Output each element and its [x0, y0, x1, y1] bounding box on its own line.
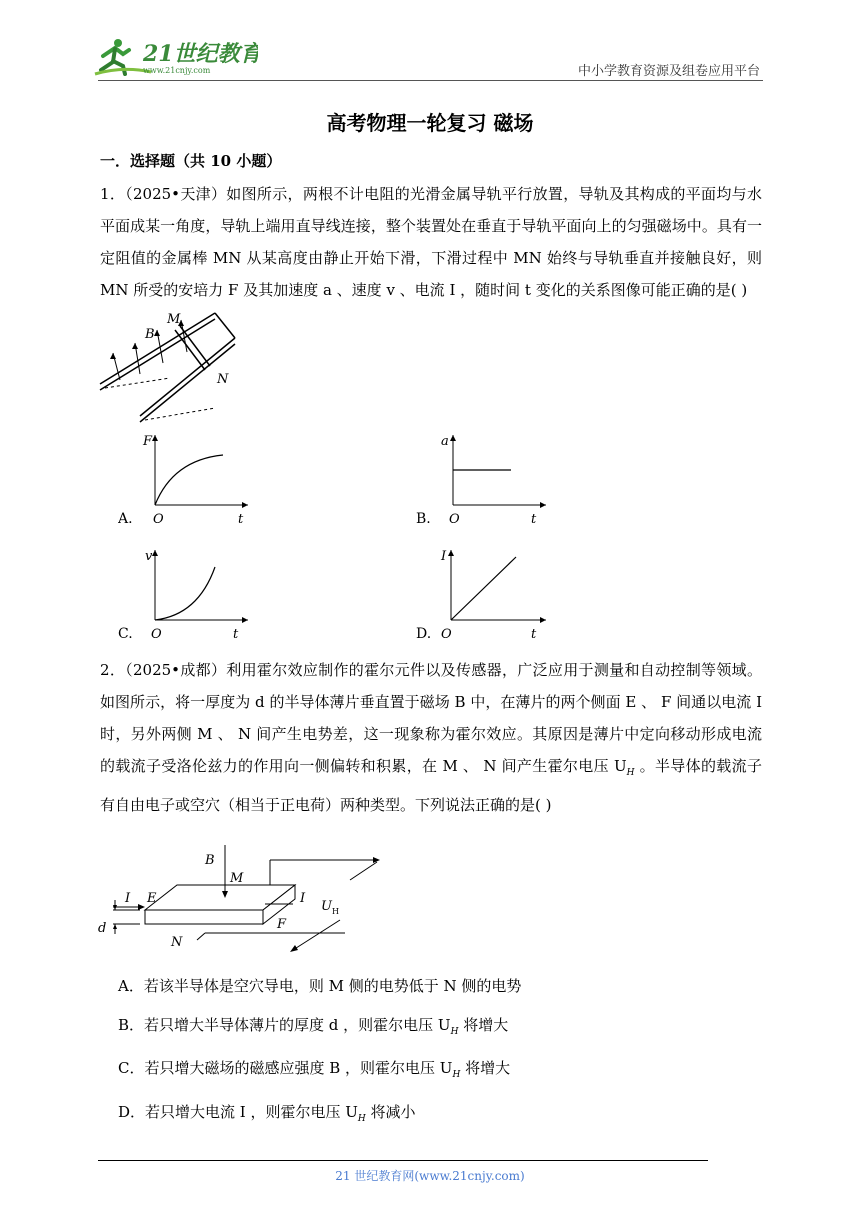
- label-E: E: [147, 891, 157, 906]
- option-label: B.: [416, 511, 431, 527]
- choice-B[interactable]: B．若只增大半导体薄片的厚度 d ，则霍尔电压 $U_H$ 将增大: [118, 1016, 509, 1037]
- logo-url: www.21cnjy.com: [143, 66, 211, 75]
- axis-y-label: v: [145, 549, 153, 564]
- label-UH-sub: H: [332, 907, 339, 916]
- logo-text: 21世纪教育: [143, 41, 258, 67]
- axis-x-label: t: [531, 512, 537, 527]
- axis-y-label: a: [441, 434, 449, 449]
- axis-x-label: t: [233, 627, 239, 642]
- curve-F-t: [155, 455, 223, 505]
- origin-label: O: [449, 512, 460, 527]
- origin-label: O: [151, 627, 162, 642]
- label-I-right: I: [300, 891, 306, 906]
- footer-divider: [98, 1160, 708, 1161]
- origin-label: O: [441, 627, 452, 642]
- question-1-text: 1．（2025•天津）如图所示，两根不计电阻的光滑金属导轨平行放置，导轨及其构成的平面均与水平面成某一角度，导轨上端用直导线连接，整个装置处在垂直于导轨平面向上的匀强磁场中。具有一定阻值的金属棒 MN 从某高度由静止开始下滑，下滑过程中 MN 始终与导轨垂直并接触良好，则 MN 所受的安培力 F 及其加速度 a 、速度 v 、电流 I ，随时间 t 变化的关系图像可能正确的是( ): [100, 185, 762, 299]
- label-d: d: [98, 921, 107, 936]
- label-B: B: [205, 853, 215, 868]
- question-2-text: 2．（2025•成都）利用霍尔效应制作的霍尔元件以及传感器，广泛应用于测量和自动控制等领域。如图所示，将一厚度为 d 的半导体薄片垂直置于磁场 B 中，在薄片的两个侧面 E 、 F 间通以电流 I 时，另外两侧 M 、 N 间产生电势差，这一现象称为霍尔效应。其原因是薄片中定向移动形成电流的载流子受洛伦兹力的作用向一侧偏转和积累，在 M 、 N 间产生霍尔电压 $U_H$ 。半导体的载流子有自由电子或空穴（相当于正电荷）两种类型。下列说法正确的是( ): [100, 661, 762, 814]
- q2-hall-figure: [95, 840, 395, 960]
- header-divider: [98, 80, 763, 81]
- curve-I-t: [451, 557, 516, 620]
- platform-text: 中小学教育资源及组卷应用平台: [577, 64, 760, 79]
- label-UH: U: [321, 899, 332, 914]
- page-title: 高考物理一轮复习 磁场: [326, 111, 534, 135]
- label-I-left: I: [125, 891, 131, 906]
- label-N: N: [217, 372, 229, 387]
- option-label: C.: [118, 626, 133, 642]
- option-label: D.: [416, 626, 432, 642]
- axis-y-label: I: [441, 549, 447, 564]
- choice-A[interactable]: A．若该半导体是空穴导电，则 M 侧的电势低于 N 侧的电势: [118, 977, 522, 995]
- label-N: N: [171, 935, 183, 950]
- label-B: B: [145, 327, 155, 342]
- label-F: F: [277, 917, 287, 932]
- axis-x-label: t: [531, 627, 537, 642]
- origin-label: O: [153, 512, 164, 527]
- footer-link[interactable]: 21 世纪教育网(www.21cnjy.com): [335, 1169, 525, 1183]
- q1-rail-figure: [95, 308, 245, 426]
- label-M: M: [167, 312, 181, 327]
- choice-C[interactable]: C．若只增大磁场的磁感应强度 B ，则霍尔电压 $U_H$ 将增大: [118, 1059, 511, 1080]
- axis-y-label: F: [143, 434, 153, 449]
- axis-x-label: t: [238, 512, 244, 527]
- label-M: M: [230, 871, 244, 886]
- curve-v-t: [155, 567, 215, 620]
- section-heading: 一．选择题（共 10 小题）: [100, 152, 282, 170]
- choice-D[interactable]: D．若只增大电流 I ，则霍尔电压 $U_H$ 将减小: [118, 1103, 416, 1124]
- option-label: A.: [118, 511, 133, 527]
- logo: [93, 36, 258, 78]
